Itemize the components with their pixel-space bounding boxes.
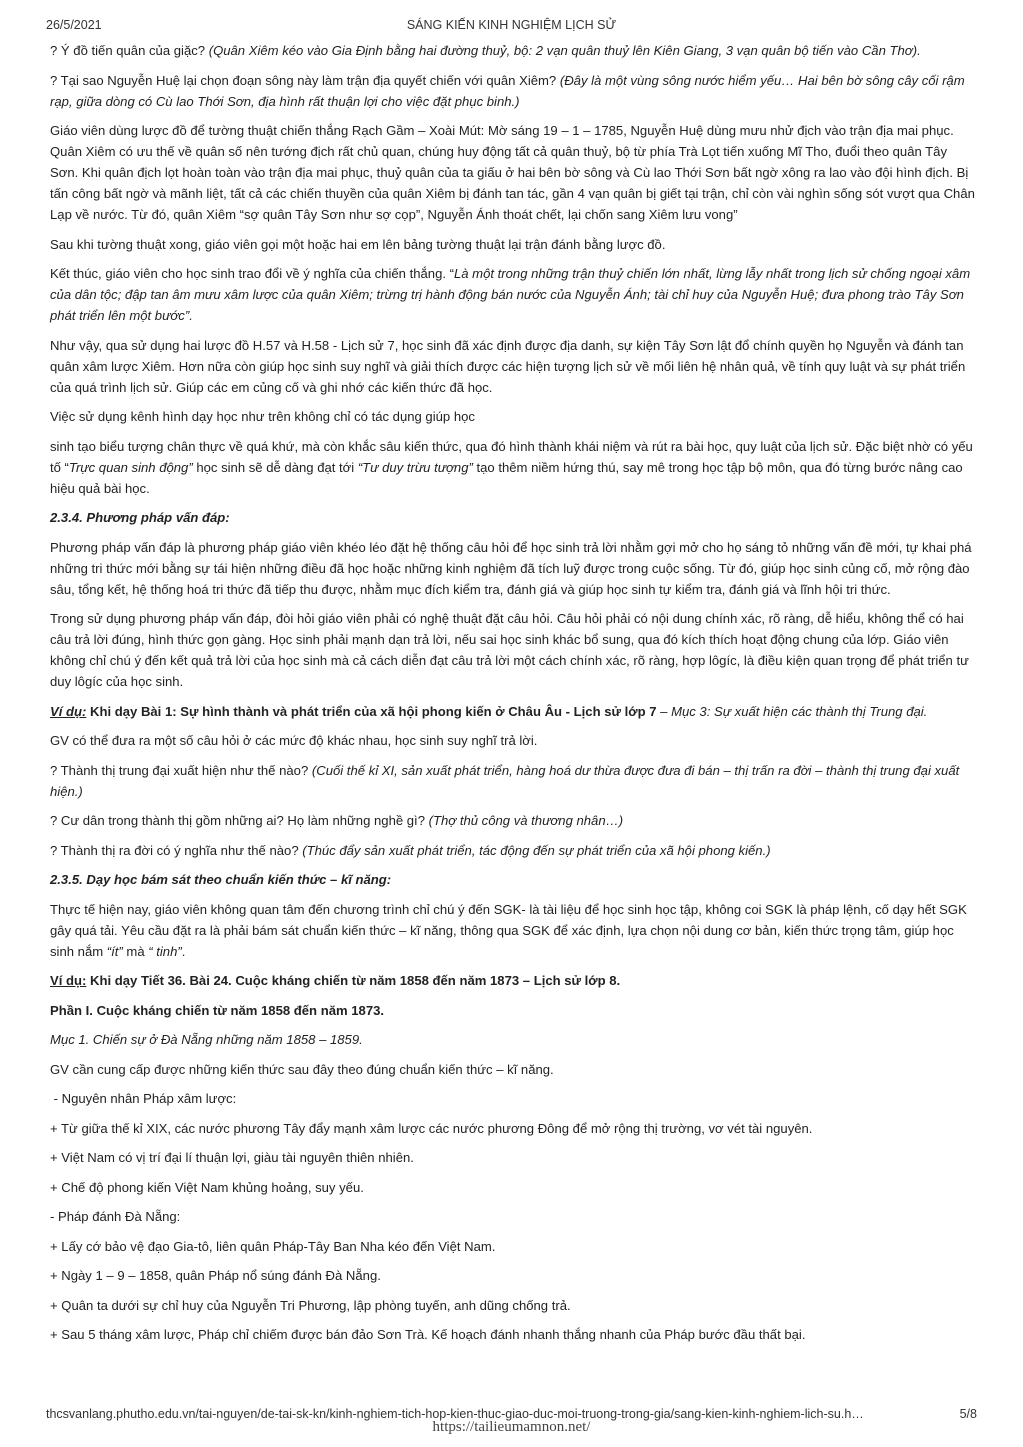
paragraph: Sau khi tường thuật xong, giáo viên gọi một hoặc hai em lên bảng tường thuật lại trận đánh bằng lược đồ. [50, 236, 666, 252]
paragraph: ? Cư dân trong thành thị gồm những ai? Họ làm những nghề gì? (Thợ thủ công và thương nhân…) [50, 813, 624, 828]
paragraph: GV có thể đưa ra một số câu hỏi ở các mức độ khác nhau, học sinh suy nghĩ trả lời. [50, 733, 538, 748]
paragraph: Thực tế hiện nay, giáo viên không quan tâm đến chương trình chỉ chú ý đến SGK- là tài liệu để học sinh học tập, không coi SGK là pháp lệnh, cố dạy hết SGK gây quá tải. Yêu cầu đặt ra là phải bám sát chuẩn kiến thức – kĩ năng, thông qua SGK để xác định, lựa chọn nội dung cơ bản, kiến thức trọng tâm, giúp học sinh nắm “ít” mà “ tinh”. [50, 901, 967, 959]
paragraph: Giáo viên dùng lược đồ để tường thuật chiến thắng Rạch Gầm – Xoài Mút: Mờ sáng 19 – 1 – 1785, Nguyễn Huệ dùng mưu nhử địch vào trận địa mai phục. Quân Xiêm có ưu thế về quân số nên tướng địch rất chủ quan, chúng huy động tất cả quân thuỷ, bộ từ phía Trà Lọt tiến xuống Mĩ Tho, đuổi theo quân Tây Sơn. Khi quân địch lọt hoàn toàn vào trận địa mai phục, thuỷ quân của ta giấu ở hai bên bờ sông và Cù lao Thới Sơn bất ngờ xông ra lao vào đội hình địch. Bị tấn công bất ngờ và mãnh liệt, tất cả các chiến thuyền của quân Xiêm bị đánh tan tác, gần 4 vạn quân bị giết tại trận, chỉ còn vài nghìn sống sót vượt qua Chân Lạp về nước. Từ đó, quân Xiêm “sợ quân Tây Sơn như sợ cọp”, Nguyễn Ánh thoát chết, lại chốn sang Xiêm lưu vong” [50, 123, 975, 222]
document-body [50, 40, 976, 1354]
page-number: 5/8 [959, 1407, 977, 1421]
paragraph: ? Thành thị trung đại xuất hiện như thế nào? (Cuối thế kỉ XI, sản xuất phát triển, hàng hoá dư thừa được đưa đi bán – thị trấn ra đời – thành thị trung đại xuất hiện.) [50, 762, 960, 799]
section-heading: 2.3.5. Dạy học bám sát theo chuẩn kiến thức – kĩ năng: [50, 872, 392, 887]
list-item: - Pháp đánh Đà Nẵng: [50, 1209, 181, 1224]
list-item: + Chế độ phong kiến Việt Nam khủng hoảng, suy yếu. [50, 1179, 364, 1195]
paragraph: Như vậy, qua sử dụng hai lược đồ H.57 và H.58 - Lịch sử 7, học sinh đã xác định được địa danh, sự kiện Tây Sơn lật đổ chính quyền họ Nguyễn và đánh tan quân xâm lược Xiêm. Hơn nữa còn giúp học sinh suy nghĩ và giải thích được các hiện tượng lịch sử về mối liên hệ nhân quả, về tính quy luật và sự phát triển của quá trình lịch sử. Giúp các em củng cố và ghi nhớ các kiến thức đã học. [50, 337, 966, 395]
paragraph: Ví dụ: Khi dạy Bài 1: Sự hình thành và phát triển của xã hội phong kiến ở Châu Âu - Lịch sử lớp 7 – Mục 3: Sự xuất hiện các thành thị Trung đại. [50, 703, 928, 719]
footer-url[interactable]: thcsvanlang.phutho.edu.vn/tai-nguyen/de-tai-sk-kn/kinh-nghiem-tich-hop-kien-thuc-giao-duc-moi-truong-trong-gia/sang-kien-kinh-nghiem-lich-su.h… [46, 1407, 864, 1421]
watermark: https://tailieumamnon.net/ [432, 1419, 591, 1435]
list-item: + Sau 5 tháng xâm lược, Pháp chỉ chiếm được bán đảo Sơn Trà. Kế hoạch đánh nhanh thắng nhanh của Pháp bước đầu thất bại. [50, 1327, 806, 1342]
paragraph: ? Ý đồ tiến quân của giặc? (Quân Xiêm kéo vào Gia Định bằng hai đường thuỷ, bộ: 2 vạn quân thuỷ lên Kiên Giang, 3 vạn quân bộ tiến vào Cần Thơ). [50, 43, 921, 58]
paragraph: ? Tại sao Nguyễn Huệ lại chọn đoạn sông này làm trận địa quyết chiến với quân Xiêm? (Đây là một vùng sông nước hiểm yếu… Hai bên bờ sông cây cối rậm rạp, giữa dòng có Cù lao Thới Sơn, địa hình rất thuận lợi cho việc đặt phục binh.) [50, 72, 965, 109]
header-title: SÁNG KIẾN KINH NGHIỆM LỊCH SỬ [406, 18, 617, 32]
subheading: Phần I. Cuộc kháng chiến từ năm 1858 đến năm 1873. [50, 1002, 385, 1018]
list-item: + Quân ta dưới sự chỉ huy của Nguyễn Tri Phương, lập phòng tuyến, anh dũng chống trả. [50, 1297, 571, 1313]
paragraph: GV cần cung cấp được những kiến thức sau đây theo đúng chuẩn kiến thức – kĩ năng. [50, 1061, 554, 1077]
list-item: - Nguyên nhân Pháp xâm lược: [50, 1091, 237, 1106]
paragraph: Trong sử dụng phương pháp vấn đáp, đòi hỏi giáo viên phải có nghệ thuật đặt câu hỏi. Câu hỏi phải có nội dung chính xác, rõ ràng, dễ hiểu, không thể có hai câu trả lời đúng, hình thức gọn gàng. Học sinh phải mạnh dạn trả lời, nếu sai học sinh khác bổ sung, qua đó kích thích hoạt động chung của lớp. Giáo viên không chỉ chú ý đến kết quả trả lời của học sinh mà cả cách diễn đạt câu trả lời một cách chính xác, rõ ràng, hợp lôgíc, là điều kiện quan trọng để phát triển tư duy lôgíc của học sinh. [50, 611, 969, 689]
subheading: Mục 1. Chiến sự ở Đà Nẵng những năm 1858 – 1859. [50, 1032, 363, 1047]
paragraph: Phương pháp vấn đáp là phương pháp giáo viên khéo léo đặt hệ thống câu hỏi để học sinh trả lời nhằm gợi mở cho họ sáng tỏ những vấn đề mới, tự khai phá những tri thức mới bằng sự tái hiện những điều đã học hoặc những kinh nghiệm đã tích luỹ được trong cuộc sống. Từ đó, giúp học sinh củng cố, mở rộng đào sâu, tổng kết, hệ thống hoá tri thức đã tiếp thu được, nhằm mục đích kiểm tra, đánh giá và giúp học sinh tự kiểm tra, đánh giá và lĩnh hội tri thức. [50, 539, 972, 597]
paragraph: Ví dụ: Khi dạy Tiết 36. Bài 24. Cuộc kháng chiến từ năm 1858 đến năm 1873 – Lịch sử lớp 8. [50, 973, 621, 988]
list-item: + Lấy cớ bảo vệ đạo Gia-tô, liên quân Pháp-Tây Ban Nha kéo đến Việt Nam. [50, 1238, 496, 1254]
section-heading: 2.3.4. Phương pháp vấn đáp: [50, 510, 230, 525]
paragraph: ? Thành thị ra đời có ý nghĩa như thế nào? (Thúc đẩy sản xuất phát triển, tác động đến sự phát triển của xã hội phong kiến.) [50, 842, 771, 858]
page-header [46, 18, 977, 34]
paragraph: sinh tạo biểu tượng chân thực về quá khứ, mà còn khắc sâu kiến thức, qua đó hình thành khái niệm và rút ra bài học, quy luật của lịch sử. Đặc biệt nhờ có yếu tố “Trực quan sinh động” học sinh sẽ dễ dàng đạt tới “Tư duy trừu tượng” tạo thêm niềm hứng thú, say mê trong học tập bộ môn, qua đó từng bước nâng cao hiệu quả bài học. [50, 438, 973, 496]
list-item: + Từ giữa thế kỉ XIX, các nước phương Tây đẩy mạnh xâm lược các nước phương Đông để mở rộng thị trường, vơ vét tài nguyên. [50, 1120, 813, 1136]
paragraph: Việc sử dụng kênh hình dạy học như trên không chỉ có tác dụng giúp học [50, 409, 475, 424]
header-date: 26/5/2021 [46, 18, 102, 32]
paragraph: Kết thúc, giáo viên cho học sinh trao đổi về ý nghĩa của chiến thắng. “Là một trong những trận thuỷ chiến lớn nhất, lừng lẫy nhất trong lịch sử chống ngoại xâm của dân tộc; đập tan âm mưu xâm lược của quân Xiêm; trừng trị hành động bán nước của Nguyễn Ánh; tài chỉ huy của Nguyễn Huệ; đưa phong trào Tây Sơn phát triển lên một bước”. [50, 266, 971, 323]
list-item: + Ngày 1 – 9 – 1858, quân Pháp nổ súng đánh Đà Nẵng. [50, 1268, 381, 1283]
list-item: + Việt Nam có vị trí đại lí thuận lợi, giàu tài nguyên thiên nhiên. [50, 1150, 414, 1165]
